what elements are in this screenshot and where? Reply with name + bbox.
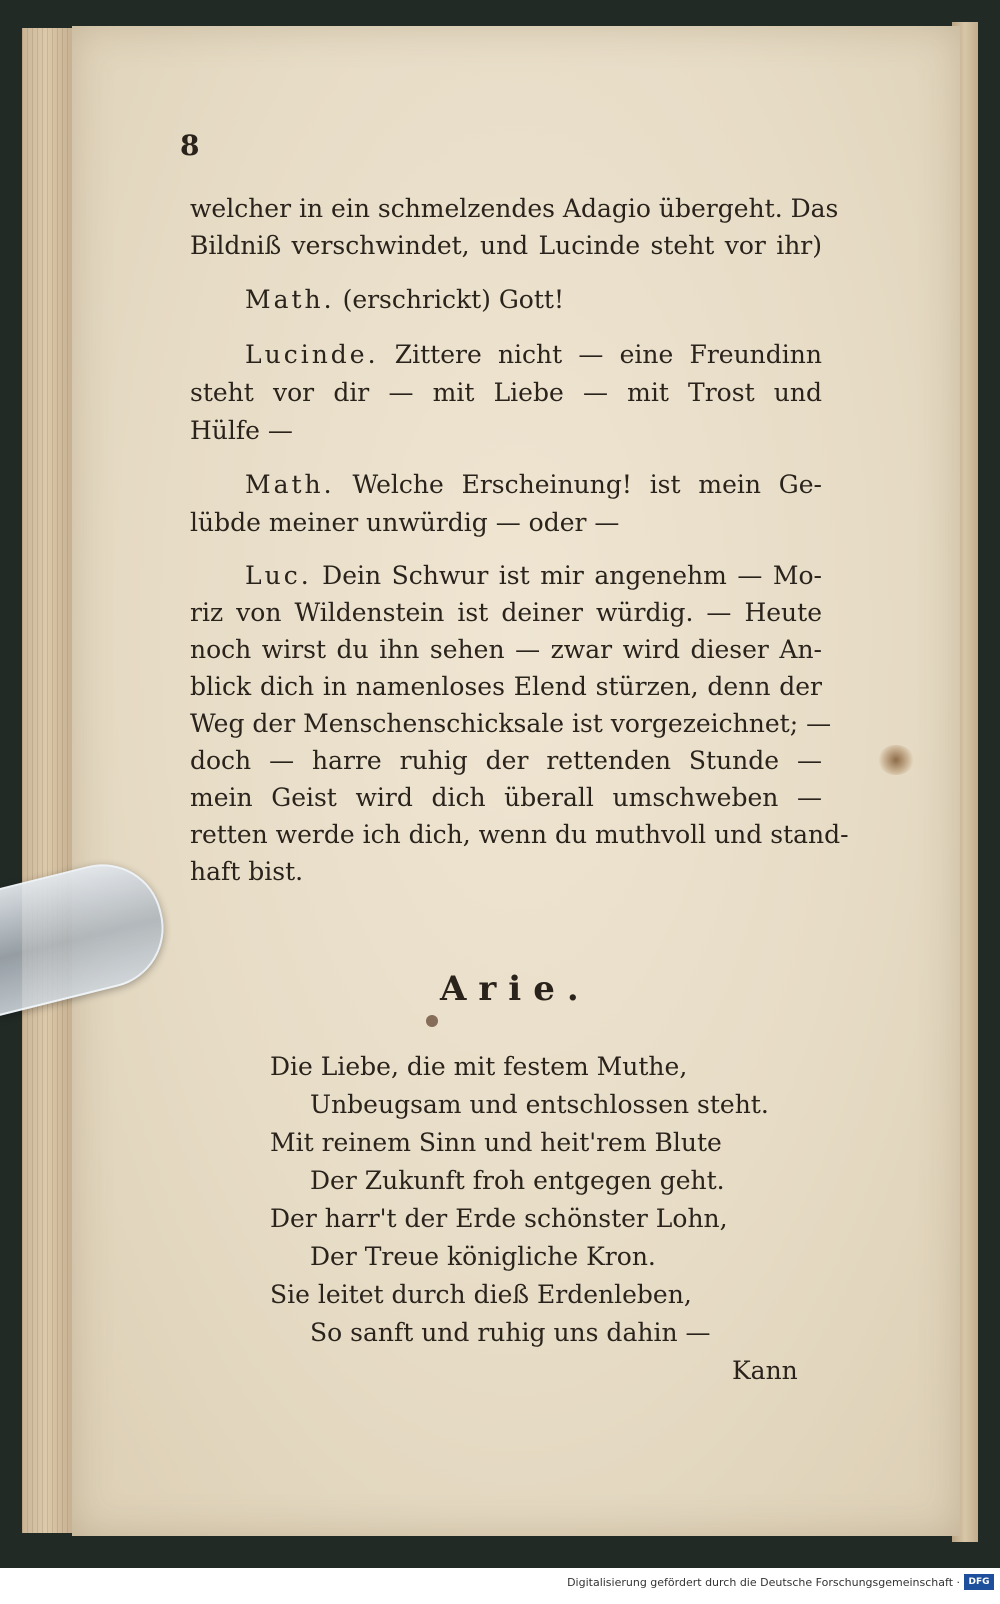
page-number: 8 <box>180 129 200 162</box>
text-line: riz von Wildenstein ist deiner würdig. — Heute <box>190 598 822 627</box>
speech-text: Dein Schwur ist mir angenehm — Mo- <box>322 561 822 590</box>
verse-line: So sanft und ruhig uns dahin — <box>310 1318 711 1347</box>
section-heading: Arie. <box>440 969 591 1009</box>
verse-line: Unbeugsam und entschlossen steht. <box>310 1090 769 1119</box>
text-line: welcher in ein schmelzendes Adagio übergeht. Das <box>190 194 839 223</box>
verse-line: Die Liebe, die mit festem Muthe, <box>270 1052 688 1081</box>
dfg-logo: DFG <box>964 1574 994 1590</box>
text-line: lübde meiner unwürdig — oder — <box>190 508 620 537</box>
text-line: retten werde ich dich, wenn du muthvoll und stand- <box>190 820 849 849</box>
speaker-name: Math. <box>245 285 335 314</box>
verse-line: Der Treue königliche Kron. <box>310 1242 656 1271</box>
text-line: Bildniß verschwindet, und Lucinde steht vor ihr) <box>190 231 822 260</box>
speech-text: Zittere nicht — eine Freundinn <box>394 340 822 369</box>
speech-math-1 <box>245 287 564 312</box>
text-line: haft bist. <box>190 857 304 886</box>
speech-math-2-first <box>245 472 822 497</box>
speech-text: Welche Erscheinung! ist mein Ge- <box>352 470 823 499</box>
text-line: Weg der Menschenschicksale ist vorgezeichnet; — <box>190 709 832 738</box>
funding-credit: Digitalisierung gefördert durch die Deutsche Forschungsgemeinschaft · <box>567 1576 960 1589</box>
speech-lucinde-first <box>245 342 822 367</box>
speaker-name: Math. <box>245 470 335 499</box>
text-line: noch wirst du ihn sehen — zwar wird dieser An- <box>190 635 822 664</box>
speaker-name: Lucinde. <box>245 340 379 369</box>
speech-luc-first <box>245 563 822 588</box>
text-line: blick dich in namenloses Elend stürzen, denn der <box>190 672 822 701</box>
ink-fleck <box>426 1015 438 1027</box>
text-line: Hülfe — <box>190 416 293 445</box>
verse-line: Der Zukunft froh entgegen geht. <box>310 1166 725 1195</box>
speech-text: (erschrickt) Gott! <box>342 285 564 314</box>
text-line: doch — harre ruhig der rettenden Stunde — <box>190 746 822 775</box>
verse-line: Der harr't der Erde schönster Lohn, <box>270 1204 728 1233</box>
paper-stain <box>878 745 914 775</box>
verse-line: Mit reinem Sinn und heit'rem Blute <box>270 1128 722 1157</box>
catchword: Kann <box>732 1356 798 1385</box>
speaker-name: Luc. <box>245 561 312 590</box>
text-line: steht vor dir — mit Liebe — mit Trost und <box>190 378 822 407</box>
text-line: mein Geist wird dich überall umschweben — <box>190 783 822 812</box>
verse-line: Sie leitet durch dieß Erdenleben, <box>270 1280 692 1309</box>
footer <box>0 1568 1000 1604</box>
